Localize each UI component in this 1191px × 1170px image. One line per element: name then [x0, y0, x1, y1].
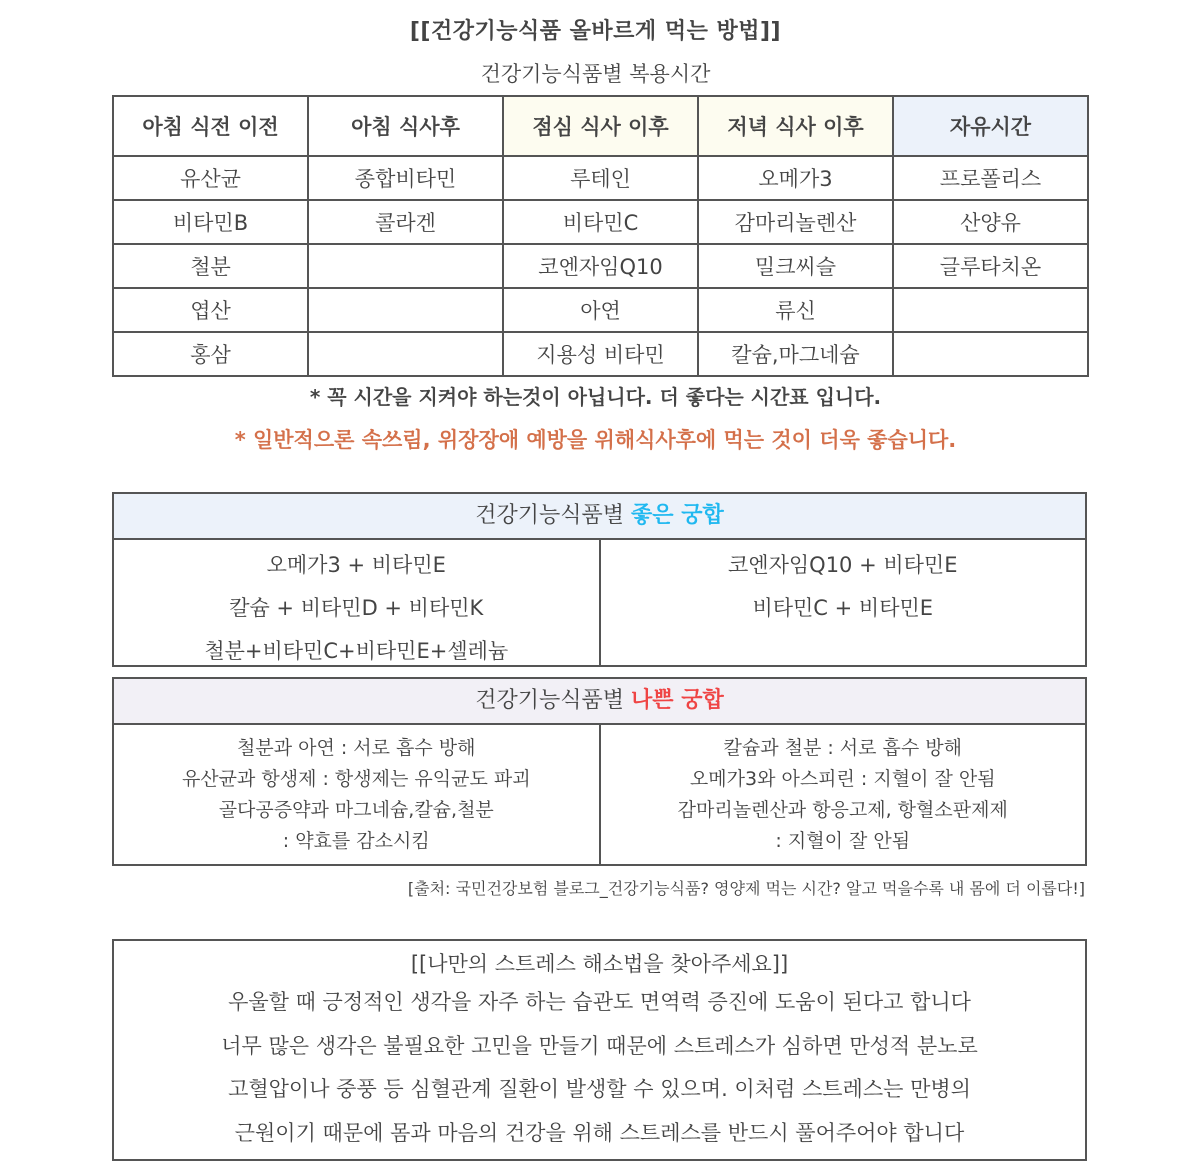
- table-cell: 홍삼: [113, 332, 308, 376]
- list-item: 철분과 아연 : 서로 흡수 방해: [237, 737, 476, 759]
- stress-line: 고혈압이나 중풍 등 심혈관계 질환이 발생할 수 있으며. 이처럼 스트레스는 만병의: [228, 1077, 971, 1101]
- list-item: 코엔자임Q10 + 비타민E: [728, 553, 958, 577]
- good-combo-title-prefix: 건강기능식품별: [475, 503, 632, 528]
- list-item: 오메가3와 아스피린 : 지혈이 잘 안됨: [689, 768, 996, 790]
- table-row: [113, 200, 1088, 244]
- stress-line: 우울할 때 긍정적인 생각을 자주 하는 습관도 면역력 증진에 도움이 된다고 합니다: [228, 990, 971, 1014]
- bad-combo-right: [601, 725, 1086, 866]
- list-item: : 약효를 감소시킴: [282, 830, 430, 852]
- stress-title: [[나만의 스트레스 해소법을 찾아주세요]]: [410, 952, 789, 976]
- header-morning-before: 아침 식전 이전: [113, 96, 308, 156]
- table-cell: 루테인: [503, 156, 698, 200]
- table-cell: [893, 332, 1088, 376]
- good-combo-title: [114, 494, 1085, 540]
- good-combo-box: [112, 492, 1087, 667]
- table-cell: 감마리놀렌산: [698, 200, 893, 244]
- list-item: 비타민C + 비타민E: [752, 596, 934, 620]
- table-row: [113, 332, 1088, 376]
- table-cell: 글루타치온: [893, 244, 1088, 288]
- schedule-subtitle: 건강기능식품별 복용시간: [480, 62, 711, 86]
- table-cell: 류신: [698, 288, 893, 332]
- page-title: [[건강기능식품 올바르게 먹는 방법]]: [409, 19, 782, 44]
- list-item: 골다공증약과 마그네슘,칼슘,철분: [218, 799, 494, 821]
- table-row: [113, 288, 1088, 332]
- table-cell: 비타민B: [113, 200, 308, 244]
- table-cell: [308, 332, 503, 376]
- header-dinner-after: 저녁 식사 이후: [698, 96, 893, 156]
- table-cell: 철분: [113, 244, 308, 288]
- table-cell: 오메가3: [698, 156, 893, 200]
- bad-combo-left: [114, 725, 601, 866]
- schedule-table: [112, 95, 1089, 377]
- good-combo-highlight: 좋은 궁합: [631, 503, 724, 528]
- table-cell: 코엔자임Q10: [503, 244, 698, 288]
- table-cell: 프로폴리스: [893, 156, 1088, 200]
- table-cell: [308, 244, 503, 288]
- bad-combo-highlight: 나쁜 궁합: [631, 688, 724, 713]
- list-item: 칼슘 + 비타민D + 비타민K: [229, 596, 484, 620]
- table-cell: 아연: [503, 288, 698, 332]
- list-item: 감마리놀렌산과 항응고제, 항혈소판제제: [677, 799, 1008, 821]
- table-cell: 콜라겐: [308, 200, 503, 244]
- good-combo-right: [601, 540, 1086, 667]
- stress-line: 너무 많은 생각은 불필요한 고민을 만들기 때문에 스트레스가 심하면 만성적 분노로: [221, 1033, 978, 1058]
- table-row: [113, 244, 1088, 288]
- header-morning-after: 아침 식사후: [308, 96, 503, 156]
- schedule-header-row: [113, 96, 1088, 156]
- meal-note: * 일반적으론 속쓰림, 위장장애 예방을 위해식사후에 먹는 것이 더욱 좋습니다.: [234, 428, 957, 452]
- list-item: 오메가3 + 비타민E: [266, 553, 446, 577]
- table-cell: [308, 288, 503, 332]
- table-cell: 지용성 비타민: [503, 332, 698, 376]
- table-cell: 엽산: [113, 288, 308, 332]
- list-item: 유산균과 항생제 : 항생제는 유익균도 파괴: [181, 768, 531, 790]
- stress-line: 근원이기 때문에 몸과 마음의 건강을 위해 스트레스를 반드시 풀어주어야 합니다: [234, 1120, 965, 1145]
- bad-combo-title: [114, 679, 1085, 725]
- table-cell: 산양유: [893, 200, 1088, 244]
- table-cell: 칼슘,마그네슘: [698, 332, 893, 376]
- table-cell: 비타민C: [503, 200, 698, 244]
- list-item: : 지혈이 잘 안됨: [775, 830, 911, 852]
- bad-combo-title-prefix: 건강기능식품별: [475, 688, 632, 713]
- header-lunch-after: 점심 식사 이후: [503, 96, 698, 156]
- header-free-time: 자유시간: [893, 96, 1088, 156]
- list-item: 철분+비타민C+비타민E+셀레늄: [204, 639, 509, 663]
- table-cell: [893, 288, 1088, 332]
- stress-box: [112, 939, 1087, 1161]
- list-item: 칼슘과 철분 : 서로 흡수 방해: [723, 737, 962, 759]
- bad-combo-box: [112, 677, 1087, 866]
- table-cell: 종합비타민: [308, 156, 503, 200]
- table-cell: 유산균: [113, 156, 308, 200]
- table-row: [113, 156, 1088, 200]
- schedule-note: * 꼭 시간을 지켜야 하는것이 아닙니다. 더 좋다는 시간표 입니다.: [309, 385, 882, 409]
- source-citation: [출처: 국민건강보험 블로그_건강기능식품? 영양제 먹는 시간? 알고 먹을수록 내 몸에 더 이롭다!]: [407, 879, 1085, 898]
- table-cell: 밀크씨슬: [698, 244, 893, 288]
- good-combo-left: [114, 540, 601, 667]
